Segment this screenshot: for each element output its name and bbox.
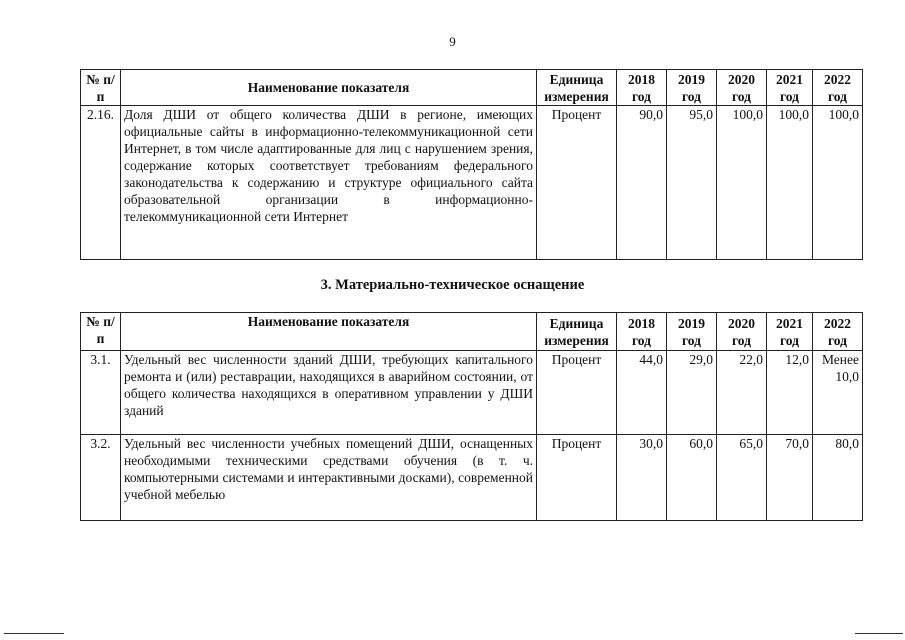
value-2018: 44,0 — [617, 351, 667, 435]
value-2019: 29,0 — [667, 351, 717, 435]
header-unit: Единица измерения — [537, 313, 617, 351]
indicators-table-2 — [80, 69, 863, 260]
value-2021: 70,0 — [767, 435, 813, 521]
section-heading: 3. Материально-техническое оснащение — [320, 277, 585, 293]
unit-cell: Процент — [537, 435, 617, 521]
header-year-2022: 2022 год — [813, 70, 863, 106]
header-year-2018: 2018 год — [617, 70, 667, 106]
indicator-name: Удельный вес численности зданий ДШИ, требующих капитального ремонта и (или) реставрации, находящихся в аварийном состоянии, от общего количества находящихся в оперативном управлении у ДШИ зданий — [121, 351, 537, 435]
header-year-2022: 2022 год — [813, 313, 863, 351]
header-no: № п/п — [81, 313, 121, 351]
row-number: 3.2. — [81, 435, 121, 521]
indicators-table-3 — [80, 312, 863, 521]
value-2018: 90,0 — [617, 106, 667, 260]
value-2022: 80,0 — [813, 435, 863, 521]
header-year-2019: 2019 год — [667, 313, 717, 351]
value-2020: 22,0 — [717, 351, 767, 435]
table-row — [81, 106, 863, 260]
row-number: 3.1. — [81, 351, 121, 435]
value-2021: 100,0 — [767, 106, 813, 260]
indicator-name: Удельный вес численности учебных помещений ДШИ, оснащенных необходимыми техническими средствами обучения (в т. ч. компьютерными системами и интерактивными досками), современной учебной мебелью — [121, 435, 537, 521]
value-2021: 12,0 — [767, 351, 813, 435]
header-indicator-name: Наименование показателя — [121, 313, 537, 351]
header-year-2018: 2018 год — [617, 313, 667, 351]
page-number: 9 — [449, 34, 456, 49]
value-2022: Менее 10,0 — [813, 351, 863, 435]
header-year-2020: 2020 год — [717, 70, 767, 106]
header-unit: Единица измерения — [537, 70, 617, 106]
footer-rule-right — [855, 633, 903, 634]
row-number: 2.16. — [81, 106, 121, 260]
footer-rule-left — [4, 633, 64, 634]
header-year-2020: 2020 год — [717, 313, 767, 351]
indicator-name: Доля ДШИ от общего количества ДШИ в регионе, имеющих официальные сайты в информационно-телекоммуникационной сети Интернет, в том числе адаптированные для лиц с нарушением зрения, содержание которых соответствует требованиям федерального законодательства к содержанию и структуре официального сайта образовательной организации в информационно-телекоммуникационной сети Интернет — [121, 106, 537, 260]
header-year-2019: 2019 год — [667, 70, 717, 106]
table-row — [81, 351, 863, 435]
header-no: № п/п — [81, 70, 121, 106]
header-year-2021: 2021 год — [767, 70, 813, 106]
table-row — [81, 435, 863, 521]
header-year-2021: 2021 год — [767, 313, 813, 351]
value-2022: 100,0 — [813, 106, 863, 260]
header-indicator-name: Наименование показателя — [121, 70, 537, 106]
value-2020: 100,0 — [717, 106, 767, 260]
value-2019: 95,0 — [667, 106, 717, 260]
value-2019: 60,0 — [667, 435, 717, 521]
value-2018: 30,0 — [617, 435, 667, 521]
value-2020: 65,0 — [717, 435, 767, 521]
unit-cell: Процент — [537, 106, 617, 260]
unit-cell: Процент — [537, 351, 617, 435]
